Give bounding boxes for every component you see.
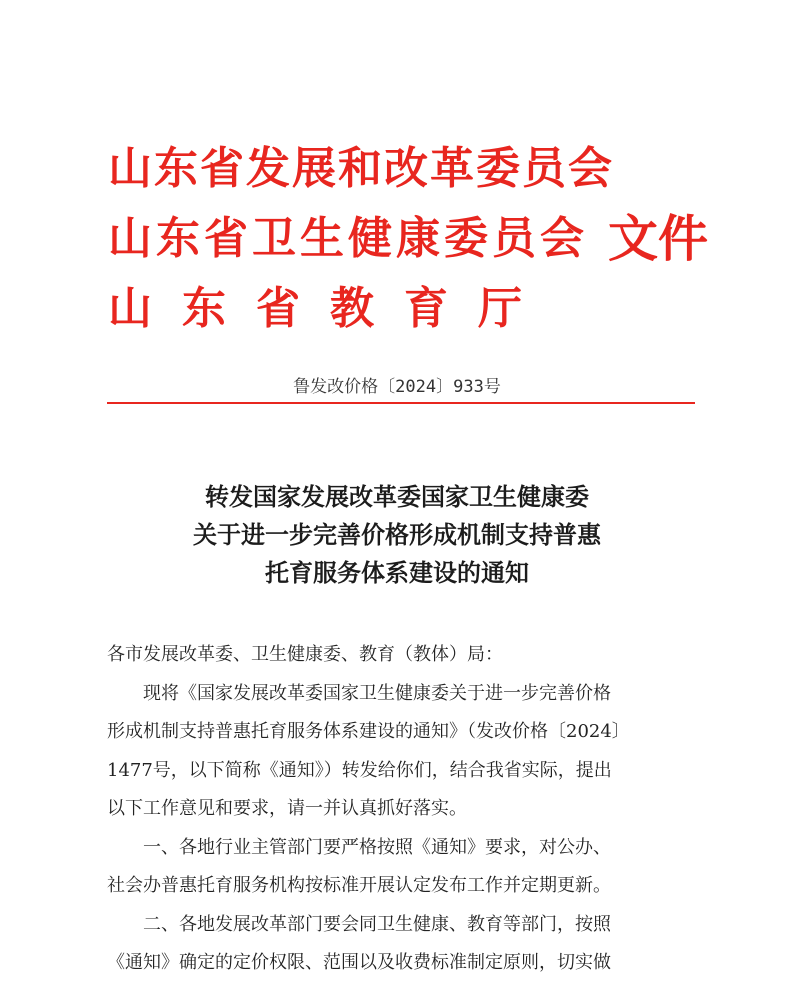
title-line: 关于进一步完善价格形成机制支持普惠 [193, 520, 601, 549]
document-title [0, 478, 794, 592]
issuer-ndrc: 山东省发展和改革委员会 [108, 143, 614, 194]
body-line: 现将《国家发展改革委国家卫生健康委关于进一步完善价格 [143, 682, 611, 704]
body-line: 以下工作意见和要求，请一并认真抓好落实。 [107, 798, 467, 819]
document-number: 鲁发改价格〔2024〕933号 [293, 377, 501, 397]
body-line: 一、各地行业主管部门要严格按照《通知》要求，对公办、 [143, 836, 611, 858]
title-line: 托育服务体系建设的通知 [265, 558, 529, 587]
body-line: 形成机制支持普惠托育服务体系建设的通知》（发改价格〔2024〕 [107, 721, 630, 742]
document-body [107, 636, 699, 983]
document-type-label: 文件 [608, 209, 708, 268]
issuing-authorities [108, 134, 708, 344]
red-divider-line [107, 402, 695, 404]
body-line: 社会办普惠托育服务机构按标准开展认定发布工作并定期更新。 [107, 875, 611, 896]
issuer-education-department: 山东省教育厅 [108, 283, 552, 334]
salutation: 各市发展改革委、卫生健康委、教育（教体）局： [107, 644, 503, 665]
title-line: 转发国家发展改革委国家卫生健康委 [205, 482, 589, 511]
body-line: 《通知》确定的定价权限、范围以及收费标准制定原则，切实做 [107, 952, 611, 973]
body-line: 二、各地发展改革部门要会同卫生健康、教育等部门，按照 [143, 913, 611, 935]
issuer-health-commission: 山东省卫生健康委员会 [108, 213, 588, 264]
body-line: 1477号，以下简称《通知》）转发给你们，结合我省实际，提出 [107, 759, 612, 781]
